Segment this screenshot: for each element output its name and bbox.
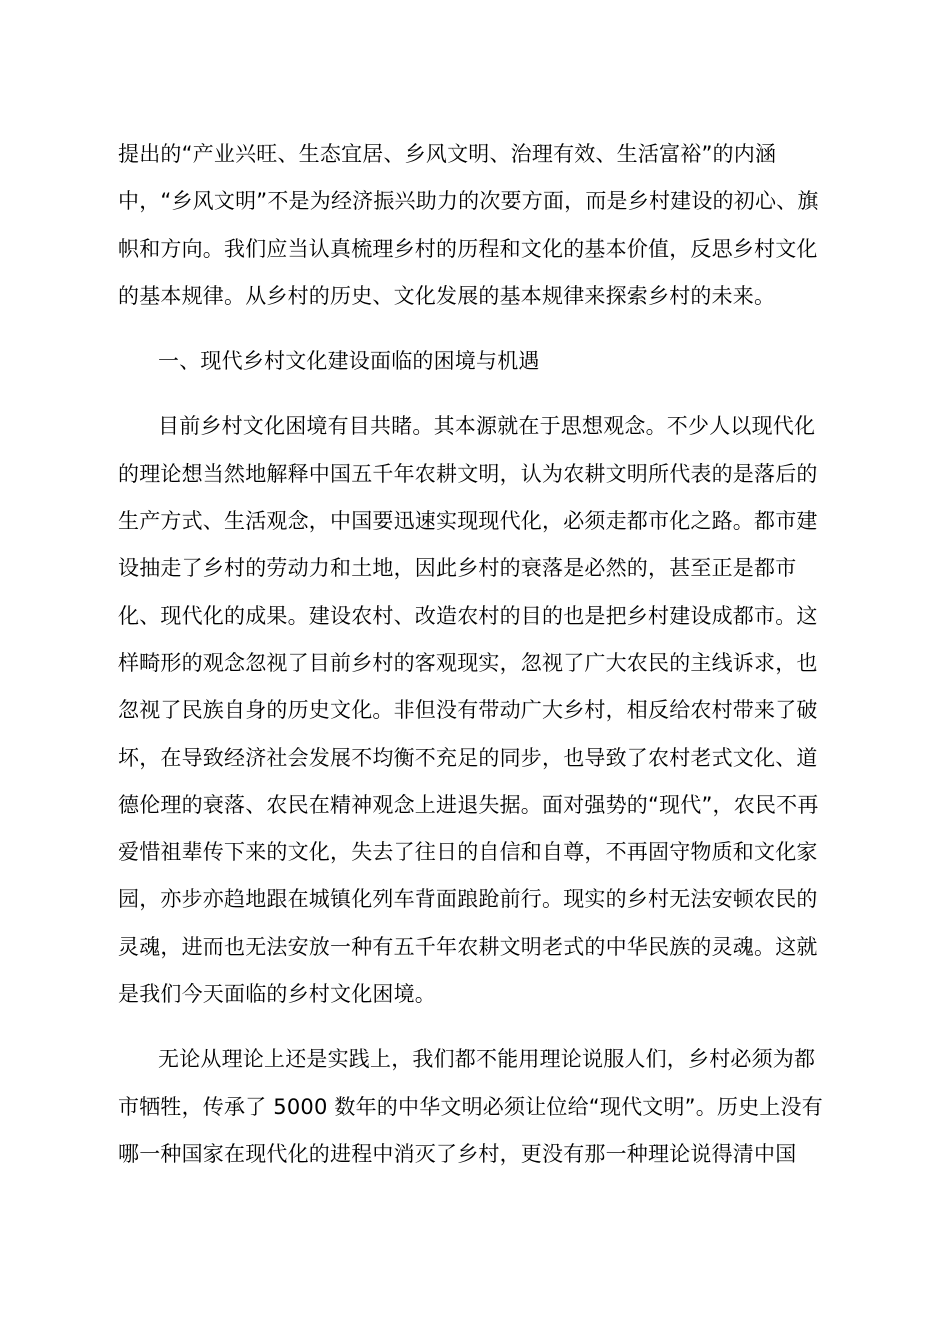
paragraph-theory: 无论从理论上还是实践上，我们都不能用理论说服人们，乡村必须为都市牺牲，传承了 5000 数年的中华文明必须让位给“现代文明”。历史上没有哪一种国家在现代化的进程中消灭了乡村，更没有那一种理论说得清中国	[118, 1047, 823, 1166]
document-body	[118, 131, 834, 1178]
section-heading: 一、现代乡村文化建设面临的困境与机遇	[158, 349, 540, 374]
paragraph-intro: 提出的“产业兴旺、生态宜居、乡风文明、治理有效、生活富裕”的内涵中，“乡风文明”不是为经济振兴助力的次要方面，而是乡村建设的初心、旗帜和方向。我们应当认真梳理乡村的历程和文化的基本价值，反思乡村文化的基本规律。从乡村的历史、文化发展的基本规律来探索乡村的未来。	[118, 142, 819, 308]
paragraph-dilemma: 目前乡村文化困境有目共睹。其本源就在于思想观念。不少人以现代化的理论想当然地解释中国五千年农耕文明，认为农耕文明所代表的是落后的生产方式、生活观念，中国要迅速实现现代化，必须走都市化之路。都市建设抽走了乡村的劳动力和土地，因此乡村的衰落是必然的，甚至正是都市化、现代化的成果。建设农村、改造农村的目的也是把乡村建设成都市。这样畸形的观念忽视了目前乡村的客观现实，忽视了广大农民的主线诉求，也忽视了民族自身的历史文化。非但没有带动广大乡村，相反给农村带来了破坏，在导致经济社会发展不均衡不充足的同步，也导致了农村老式文化、道德伦理的衰落、农民在精神观念上进退失据。面对强势的“现代”，农民不再爱惜祖辈传下来的文化，失去了往日的自信和自尊，不再固守物质和文化家园，亦步亦趋地跟在城镇化列车背面踉跄前行。现实的乡村无法安顿农民的灵魂，进而也无法安放一种有五千年农耕文明老式的中华民族的灵魂。这就是我们今天面临的乡村文化困境。	[118, 414, 819, 1007]
